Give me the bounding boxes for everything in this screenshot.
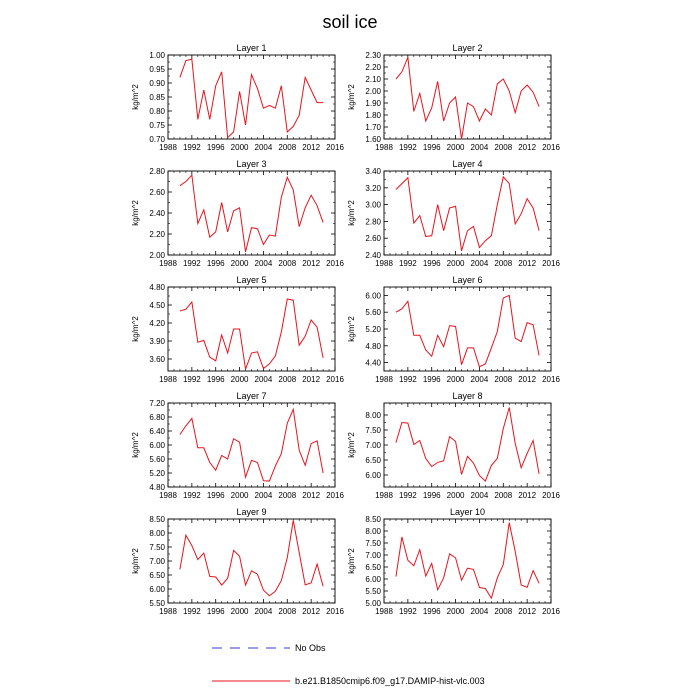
y-tick-label: 5.20 [365,325,381,334]
y-tick-label: 2.60 [149,188,165,197]
y-tick-label: 6.00 [149,441,165,450]
y-tick-label: 2.00 [365,87,381,96]
y-tick-label: 8.00 [365,527,381,536]
x-tick-label: 2012 [302,259,321,268]
y-axis-label: kg/m^2 [347,316,356,342]
y-tick-label: 2.80 [149,167,165,176]
plot-frame [168,287,335,371]
y-axis-label: kg/m^2 [347,548,356,574]
x-tick-label: 2000 [446,607,465,616]
x-tick-label: 2008 [278,491,297,500]
y-axis-label: kg/m^2 [347,200,356,226]
y-tick-label: 4.80 [149,483,165,492]
x-tick-label: 2008 [278,259,297,268]
y-tick-label: 6.40 [149,427,165,436]
x-tick-label: 1996 [422,491,441,500]
y-tick-label: 2.60 [365,234,381,244]
panel-layer-8 [347,391,560,500]
y-tick-label: 5.20 [149,469,165,478]
x-tick-label: 2000 [446,375,465,384]
x-tick-label: 2008 [494,491,513,500]
x-tick-label: 2016 [542,491,560,500]
x-tick-label: 2016 [326,259,344,268]
panel-layer-1 [131,43,344,152]
series-line [180,520,323,595]
panel-layer-3 [131,159,344,268]
y-tick-label: 4.20 [149,319,165,328]
x-tick-label: 2000 [446,259,465,268]
x-tick-label: 2000 [230,143,249,152]
x-tick-label: 2012 [302,607,321,616]
x-tick-label: 2012 [518,259,537,268]
panel-title: Layer 5 [236,275,267,285]
x-tick-label: 2004 [470,259,489,268]
y-tick-label: 3.20 [365,183,381,193]
y-tick-label: 4.80 [365,341,381,351]
y-tick-label: 3.60 [149,355,165,364]
x-tick-label: 2016 [542,259,560,268]
y-tick-label: 6.50 [149,571,165,580]
y-tick-label: 5.00 [365,599,381,608]
x-tick-label: 2016 [326,143,344,152]
y-tick-label: 0.95 [149,65,165,74]
y-tick-label: 0.90 [149,79,165,88]
x-tick-label: 2000 [446,143,465,152]
x-tick-label: 2008 [278,375,297,384]
x-tick-label: 1992 [182,607,201,616]
x-tick-label: 1996 [422,375,441,384]
y-tick-label: 2.20 [365,63,381,72]
x-tick-label: 1996 [206,143,225,152]
y-tick-label: 1.00 [149,51,165,60]
legend-obs-label: No Obs [295,643,326,653]
y-tick-label: 0.80 [149,107,165,116]
x-tick-label: 2004 [254,143,273,152]
y-tick-label: 3.00 [365,200,381,210]
x-tick-label: 2000 [230,259,249,268]
y-tick-label: 6.00 [149,585,165,594]
y-tick-label: 7.50 [149,543,165,552]
y-tick-label: 8.00 [149,529,165,538]
series-line [396,408,539,482]
y-tick-label: 6.00 [365,471,381,480]
panel-title: Layer 2 [452,43,483,53]
x-tick-label: 2016 [542,375,560,384]
y-tick-label: 1.90 [365,99,381,108]
x-tick-label: 2000 [230,491,249,500]
y-tick-label: 3.40 [365,167,381,176]
x-tick-label: 1992 [398,491,417,500]
x-tick-label: 2004 [254,375,273,384]
x-tick-label: 1992 [182,259,201,268]
y-tick-label: 5.50 [365,587,381,596]
x-tick-label: 2004 [254,259,273,268]
series-line [396,177,539,251]
x-tick-label: 1996 [422,143,441,152]
x-tick-label: 1996 [422,607,441,616]
y-tick-label: 0.75 [149,121,165,130]
x-tick-label: 2016 [326,491,344,500]
y-axis-label: kg/m^2 [131,84,140,110]
y-tick-label: 6.00 [365,575,381,584]
panel-layer-10 [347,507,560,616]
x-tick-label: 1988 [375,375,393,384]
plot-frame [168,519,335,603]
x-tick-label: 2012 [302,143,321,152]
series-line [180,409,323,481]
x-tick-label: 1992 [398,259,417,268]
x-tick-label: 2004 [470,607,489,616]
y-axis-label: kg/m^2 [131,432,140,458]
x-tick-label: 1992 [398,607,417,616]
y-tick-label: 4.40 [365,358,381,368]
y-tick-label: 8.50 [149,515,165,524]
figure-title: soil ice [322,12,378,32]
panel-title: Layer 1 [236,43,267,53]
panel-layer-7 [131,391,344,500]
y-tick-label: 7.00 [149,557,165,566]
x-tick-label: 2004 [254,607,273,616]
y-tick-label: 3.90 [149,337,165,346]
panel-title: Layer 7 [236,391,267,401]
y-tick-label: 5.60 [149,455,165,464]
x-tick-label: 1988 [159,259,177,268]
panel-layer-5 [131,275,344,384]
x-tick-label: 1992 [182,143,201,152]
x-tick-label: 2000 [230,375,249,384]
panel-layer-2 [347,43,560,152]
x-tick-label: 2016 [326,375,344,384]
x-tick-label: 2012 [518,375,537,384]
y-tick-label: 1.80 [365,111,381,120]
y-tick-label: 2.40 [365,251,381,260]
x-tick-label: 2008 [494,375,513,384]
y-tick-label: 2.00 [149,251,165,260]
x-tick-label: 2004 [254,491,273,500]
y-tick-label: 2.30 [365,51,381,60]
x-tick-label: 2012 [518,491,537,500]
series-line [396,57,539,139]
x-tick-label: 1988 [375,607,393,616]
y-axis-label: kg/m^2 [347,432,356,458]
y-tick-label: 1.60 [365,135,381,144]
x-tick-label: 1992 [398,375,417,384]
y-tick-label: 6.00 [365,291,381,301]
x-tick-label: 2008 [494,143,513,152]
x-tick-label: 2012 [518,143,537,152]
panel-layer-6 [347,275,560,384]
x-tick-label: 2008 [494,607,513,616]
x-tick-label: 2000 [446,491,465,500]
plot-frame [384,287,551,371]
y-tick-label: 7.50 [365,539,381,548]
series-line [180,59,323,137]
x-tick-label: 2008 [278,143,297,152]
x-tick-label: 2008 [494,259,513,268]
panel-title: Layer 6 [452,275,483,285]
y-tick-label: 7.20 [149,399,165,408]
y-tick-label: 8.50 [365,515,381,524]
panel-title: Layer 3 [236,159,267,169]
y-axis-label: kg/m^2 [131,200,140,226]
x-tick-label: 1992 [182,375,201,384]
y-tick-label: 2.80 [365,217,381,227]
y-tick-label: 2.40 [149,209,165,218]
plot-frame [384,403,551,487]
y-tick-label: 5.50 [149,599,165,608]
y-axis-label: kg/m^2 [131,548,140,574]
x-tick-label: 2016 [542,143,560,152]
x-tick-label: 2012 [302,491,321,500]
panel-layer-4 [347,159,560,268]
x-tick-label: 2016 [326,607,344,616]
x-tick-label: 1988 [159,143,177,152]
y-axis-label: kg/m^2 [347,84,356,110]
x-tick-label: 2004 [470,375,489,384]
x-tick-label: 2004 [470,143,489,152]
y-tick-label: 1.70 [365,123,381,132]
x-tick-label: 2004 [470,491,489,500]
y-tick-label: 7.50 [365,426,381,435]
y-tick-label: 4.50 [149,301,165,310]
x-tick-label: 1988 [159,491,177,500]
y-tick-label: 8.00 [365,411,381,420]
y-tick-label: 6.50 [365,563,381,572]
panel-layer-9 [131,507,344,616]
x-tick-label: 2008 [278,607,297,616]
y-tick-label: 7.00 [365,551,381,560]
series-line [396,523,539,599]
y-axis-label: kg/m^2 [131,316,140,342]
y-tick-label: 5.60 [365,308,381,318]
x-tick-label: 1992 [182,491,201,500]
series-line [180,299,323,369]
x-tick-label: 1996 [206,375,225,384]
panels [131,43,560,616]
x-tick-label: 1996 [422,259,441,268]
y-tick-label: 6.50 [365,456,381,465]
x-tick-label: 2000 [230,607,249,616]
x-tick-label: 1996 [206,491,225,500]
x-tick-label: 1996 [206,607,225,616]
x-tick-label: 1988 [159,607,177,616]
panel-title: Layer 4 [452,159,483,169]
y-tick-label: 0.85 [149,93,165,102]
x-tick-label: 1988 [375,259,393,268]
legend [212,643,485,686]
panel-title: Layer 10 [449,507,486,517]
x-tick-label: 1988 [375,491,393,500]
y-tick-label: 0.70 [149,135,165,144]
series-line [180,175,323,252]
legend-model-label: b.e21.B1850cmip6.f09_g17.DAMIP-hist-vlc.003 [295,676,485,686]
y-tick-label: 2.10 [365,75,381,84]
y-tick-label: 7.00 [365,441,381,450]
y-tick-label: 4.80 [149,283,165,292]
panel-title: Layer 8 [452,391,483,401]
y-tick-label: 2.20 [149,230,165,239]
x-tick-label: 1996 [206,259,225,268]
x-tick-label: 1992 [398,143,417,152]
series-line [396,295,539,366]
x-tick-label: 2012 [518,607,537,616]
panel-title: Layer 9 [236,507,267,517]
x-tick-label: 2016 [542,607,560,616]
y-tick-label: 6.80 [149,413,165,422]
x-tick-label: 1988 [375,143,393,152]
x-tick-label: 1988 [159,375,177,384]
x-tick-label: 2012 [302,375,321,384]
plot-frame [168,403,335,487]
